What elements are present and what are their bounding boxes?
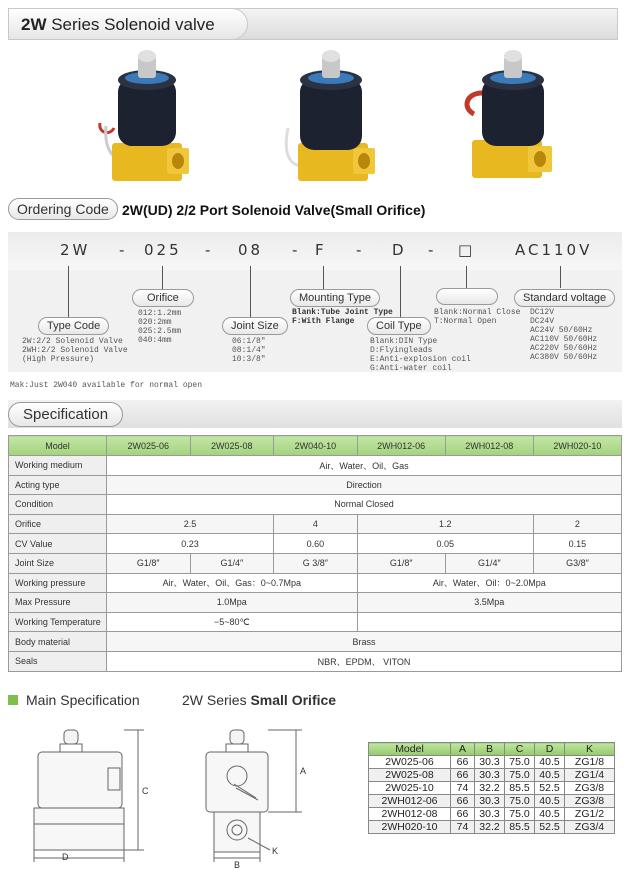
table-row xyxy=(369,769,615,782)
table-cell: G1/4″ xyxy=(445,553,533,573)
connector-line xyxy=(466,266,467,288)
table-cell: Direction xyxy=(107,475,622,495)
table-header: A xyxy=(451,743,475,756)
voltage-text: DC12V DC24V AC24V 50/60Hz AC110V 50/60Hz AC220V 50/60Hz AC380V 50/60Hz xyxy=(530,308,598,362)
type-code-text: 2W:2/2 Solenoid Valve 2WH:2/2 Solenoid Valve (High Pressure) xyxy=(22,337,128,364)
dim-label-a: A xyxy=(300,766,307,776)
table-cell: 40.5 xyxy=(535,808,565,821)
table-cell: G 3/8″ xyxy=(274,553,358,573)
dim-label-b: B xyxy=(234,860,241,869)
table-cell: ZG3/8 xyxy=(565,782,615,795)
table-cell: 0.60 xyxy=(274,534,358,554)
table-row xyxy=(369,782,615,795)
table-cell: 32.2 xyxy=(475,782,505,795)
row-label: Joint Size xyxy=(9,553,107,573)
table-row xyxy=(369,808,615,821)
table-header: 2WH012-08 xyxy=(445,436,533,456)
code-normal-open: □ xyxy=(458,241,476,259)
table-cell: 66 xyxy=(451,769,475,782)
bullet-square xyxy=(8,695,18,705)
side-view-drawing xyxy=(20,724,170,869)
table-cell: Air、Water、Oil、Gas：0~0.7Mpa xyxy=(107,573,358,593)
code-dash: - xyxy=(428,241,437,259)
table-cell: 30.3 xyxy=(475,756,505,769)
blank-text: Blank:Normal Close T:Normal Open xyxy=(434,308,521,326)
table-cell: G1/8″ xyxy=(107,553,191,573)
series-title xyxy=(182,692,336,708)
table-header: 2W025-08 xyxy=(190,436,274,456)
table-cell: 2W025-10 xyxy=(369,782,451,795)
table-cell: 3.5Mpa xyxy=(357,593,621,613)
table-cell: 2WH012-08 xyxy=(369,808,451,821)
table-cell: 75.0 xyxy=(505,756,535,769)
table-header: K xyxy=(565,743,615,756)
table-cell: G3/8″ xyxy=(533,553,621,573)
table-cell: 74 xyxy=(451,782,475,795)
orifice-text: 012:1.2mm 020:2mm 025:2.5mm 040:4mm xyxy=(138,309,182,345)
table-cell: 52.5 xyxy=(535,782,565,795)
table-header: 2W025-06 xyxy=(107,436,191,456)
table-header: C xyxy=(505,743,535,756)
table-row xyxy=(9,553,622,573)
table-cell: 2W025-06 xyxy=(369,756,451,769)
code-dash: - xyxy=(205,241,214,259)
table-cell: ZG1/8 xyxy=(565,756,615,769)
main-spec-title: Main Specification xyxy=(26,692,140,708)
connector-line xyxy=(323,266,324,290)
table-header: D xyxy=(535,743,565,756)
note: Mak:Just 2W040 available for normal open xyxy=(10,381,203,390)
code-dash: - xyxy=(356,241,365,259)
dim-label-k: K xyxy=(272,846,279,856)
code-voltage: AC110V xyxy=(515,241,593,259)
table-header: 2WH020-10 xyxy=(533,436,621,456)
table-cell: ZG1/2 xyxy=(565,808,615,821)
table-cell: 0.05 xyxy=(357,534,533,554)
table-cell: −5~80℃ xyxy=(107,612,358,632)
table-cell: Normal Closed xyxy=(107,495,622,515)
title-series: 2W xyxy=(21,15,47,34)
row-label: CV Value xyxy=(9,534,107,554)
table-cell: 30.3 xyxy=(475,795,505,808)
table-cell: ZG1/4 xyxy=(565,769,615,782)
table-row xyxy=(9,475,622,495)
blank-label xyxy=(436,288,498,305)
table-cell: 0.15 xyxy=(533,534,621,554)
table-cell: 2 xyxy=(533,514,621,534)
joint-text: 06:1/8" 08:1/4" 10:3/8" xyxy=(232,337,266,364)
table-cell: 2W025-08 xyxy=(369,769,451,782)
table-header: Model xyxy=(369,743,451,756)
series-prefix: 2W Series xyxy=(182,692,251,708)
table-row xyxy=(369,756,615,769)
ordering-code-tab: Ordering Code xyxy=(8,198,118,220)
code-coil: D xyxy=(392,241,407,259)
row-label: Max Pressure xyxy=(9,593,107,613)
spec-table xyxy=(8,435,622,672)
dim-label-d: D xyxy=(62,852,69,862)
table-cell: ZG3/8 xyxy=(565,795,615,808)
row-label: Working pressure xyxy=(9,573,107,593)
valve-image-1 xyxy=(92,48,202,188)
table-cell: 1.2 xyxy=(357,514,533,534)
table-cell: 40.5 xyxy=(535,756,565,769)
table-header: 2WH012-06 xyxy=(357,436,445,456)
code-dash: - xyxy=(292,241,301,259)
row-label: Working medium xyxy=(9,456,107,476)
table-row xyxy=(9,514,622,534)
joint-size-label: Joint Size xyxy=(222,317,288,335)
table-cell: 85.5 xyxy=(505,782,535,795)
code-orifice: 025 xyxy=(144,241,182,259)
standard-voltage-label: Standard voltage xyxy=(514,289,615,307)
code-series: 2W xyxy=(60,241,91,259)
connector-line xyxy=(68,266,69,318)
table-cell: 30.3 xyxy=(475,808,505,821)
dimension-table xyxy=(368,742,615,834)
orifice-label: Orifice xyxy=(132,289,194,307)
table-cell: 2.5 xyxy=(107,514,274,534)
code-dash: - xyxy=(119,241,128,259)
table-header-row xyxy=(9,436,622,456)
table-cell: 0.23 xyxy=(107,534,274,554)
title-text: Series Solenoid valve xyxy=(46,15,215,34)
table-header: B xyxy=(475,743,505,756)
table-cell: Brass xyxy=(107,632,622,652)
mounting-text: Blank:Tube Joint Type F:With Flange xyxy=(292,308,393,326)
row-label: Working Temperature xyxy=(9,612,107,632)
code-mounting: F xyxy=(315,241,327,259)
table-cell: Air、Water、Oil、Gas xyxy=(107,456,622,476)
table-row xyxy=(9,632,622,652)
table-cell: Air、Water、Oil：0~2.0Mpa xyxy=(357,573,621,593)
ordering-description: 2W(UD) 2/2 Port Solenoid Valve(Small Orifice) xyxy=(122,202,426,218)
mounting-type-label: Mounting Type xyxy=(290,289,380,307)
front-view-drawing xyxy=(196,724,316,869)
table-row xyxy=(9,651,622,671)
table-cell: 75.0 xyxy=(505,808,535,821)
table-cell: 30.3 xyxy=(475,769,505,782)
table-cell: 75.0 xyxy=(505,769,535,782)
table-cell: ZG3/4 xyxy=(565,821,615,834)
table-header: Model xyxy=(9,436,107,456)
table-row xyxy=(9,495,622,515)
table-cell: 66 xyxy=(451,808,475,821)
coil-text: Blank:DIN Type D:Flyingleads E:Anti-explosion coil G:Anti-water coil xyxy=(370,337,471,373)
table-cell: G1/4″ xyxy=(190,553,274,573)
table-cell: 1.0Mpa xyxy=(107,593,358,613)
table-row xyxy=(9,593,622,613)
series-bold: Small Orifice xyxy=(250,692,337,708)
table-row xyxy=(9,534,622,554)
table-cell: 75.0 xyxy=(505,795,535,808)
code-joint: 08 xyxy=(238,241,264,259)
specification-tab: Specification xyxy=(8,402,123,427)
table-cell: 66 xyxy=(451,795,475,808)
dim-label-c: C xyxy=(142,786,149,796)
table-cell: 32.2 xyxy=(475,821,505,834)
table-cell: NBR、EPDM、 VITON xyxy=(107,651,622,671)
valve-image-2 xyxy=(278,48,388,188)
row-label: Acting type xyxy=(9,475,107,495)
table-cell: 2WH012-06 xyxy=(369,795,451,808)
table-cell: G1/8″ xyxy=(357,553,445,573)
table-cell: 85.5 xyxy=(505,821,535,834)
table-header-row xyxy=(369,743,615,756)
table-cell: 66 xyxy=(451,756,475,769)
row-label: Seals xyxy=(9,651,107,671)
table-row xyxy=(9,456,622,476)
table-cell: 52.5 xyxy=(535,821,565,834)
table-cell xyxy=(357,612,621,632)
table-cell: 74 xyxy=(451,821,475,834)
table-cell: 4 xyxy=(274,514,358,534)
table-row xyxy=(369,795,615,808)
row-label: Orifice xyxy=(9,514,107,534)
connector-line xyxy=(560,266,561,288)
table-row xyxy=(9,612,622,632)
connector-line xyxy=(400,266,401,318)
coil-type-label: Coil Type xyxy=(367,317,431,335)
table-cell: 2WH020-10 xyxy=(369,821,451,834)
type-code-label: Type Code xyxy=(38,317,109,335)
table-row xyxy=(9,573,622,593)
table-cell: 40.5 xyxy=(535,795,565,808)
connector-line xyxy=(162,266,163,290)
valve-image-3 xyxy=(456,48,566,188)
table-row xyxy=(369,821,615,834)
page-title xyxy=(8,8,248,40)
table-header: 2W040-10 xyxy=(274,436,358,456)
row-label: Condition xyxy=(9,495,107,515)
table-cell: 40.5 xyxy=(535,769,565,782)
row-label: Body material xyxy=(9,632,107,652)
connector-line xyxy=(250,266,251,318)
